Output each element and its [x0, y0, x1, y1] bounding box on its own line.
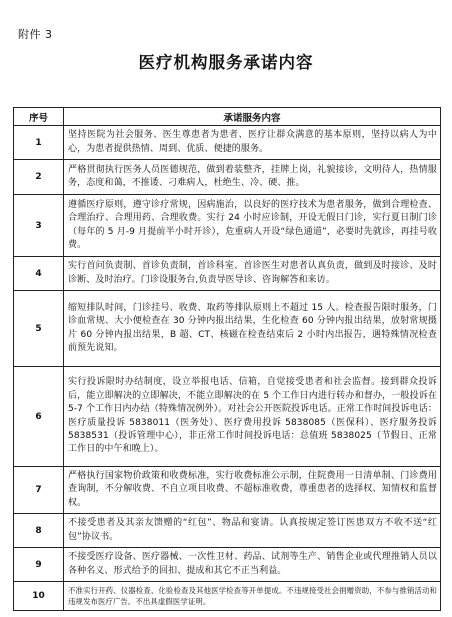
row-content: 坚持医院为社会服务、医生尊患者为患者、医疗让群众满意的基本原则，坚持以病人为中心，为患者提供热情、周到、优质、便捷的服务。 — [64, 126, 441, 160]
row-content: 缩短排队时间，门诊挂号、收费、取药等排队原则上不超过 15 人。检查报告限时服务，门诊血常规、大小便检查在 30 分钟内报出结果，生化检查 60 分钟内报出结果，放射常规摄片 60 分钟内报出结果，B 超、CT、核磁在检查结束后 2 小时内出报告，遇特殊情况检查前预先说知。 — [64, 291, 441, 367]
table-row — [14, 126, 441, 160]
row-number: 2 — [14, 160, 64, 195]
row-number: 8 — [14, 514, 64, 548]
row-content: 不准实行开药、仪器检查、化验检查及其他医学检查等开单提成。不违规接受社会捐赠资助，不参与推销活动和违规发布医疗广告。不出具虚假医学证明。 — [64, 582, 441, 611]
table-row — [14, 257, 441, 291]
commitment-table — [13, 107, 441, 611]
row-content: 不接受医疗设备、医疗器械、一次性卫材、药品、试剂等生产、销售企业或代理推销人员以各种名义、形式给予的回扣、提成和其它不正当利益。 — [64, 548, 441, 582]
row-content: 遵循医疗原则，遵守诊疗常规，因病施治，以良好的医疗技术为患者服务，做到合理检查、合理治疗、合理用药、合理收费。实行 24 小时应诊制，开设无假日门诊，实行夏日制门诊（每年的 5 月-9 月提前半小时开诊），危重病人开设“绿色通道”，必要时先就诊，再挂号收费。 — [64, 195, 441, 257]
table-row — [14, 548, 441, 582]
table-row — [14, 582, 441, 611]
row-content: 严格贯彻执行医务人员医德规范，做到着装整齐，挂牌上岗，礼貌接诊，文明待人，热情服务，态度和蔼，不推诿、刁难病人，杜绝生、冷、硬、推。 — [64, 160, 441, 195]
row-number: 1 — [14, 126, 64, 160]
row-content: 实行投诉限时办结制度，设立举报电话、信箱，自觉接受患者和社会监督。接到群众投诉后，能立即解决的立即解决，不能立即解决的在 5 个工作日内进行转办和督办，一般投诉在 5-7 个工作日内办结（特殊情况例外）。对社会公开医院投诉电话。正常工作时间投诉电话：医疗质量投诉 5838011（医务处）、医疗费用投诉 5838085（医保科）、医疗服务投诉 5838531（投诉管理中心），非正常工作时间投诉电话：总值班 5838025（节假日、正常工作日的中午和晚上）。 — [64, 367, 441, 467]
row-number: 7 — [14, 467, 64, 514]
row-number: 3 — [14, 195, 64, 257]
header-content: 承诺服务内容 — [64, 108, 441, 126]
row-number: 6 — [14, 367, 64, 467]
row-content: 不接受患者及其亲友馈赠的“红包”、物品和宴请。认真按规定签订医患双方不收不送“红包”协议书。 — [64, 514, 441, 548]
table-row — [14, 514, 441, 548]
table-header-row — [14, 108, 441, 126]
row-number: 9 — [14, 548, 64, 582]
row-content: 严格执行国家物价政策和收费标准，实行收费标准公示制，住院费用一日清单制、门诊费用查询制，不分解收费、不自立项目收费、不超标准收费，尊重患者的选择权、知情权和监督权。 — [64, 467, 441, 514]
header-number: 序号 — [14, 108, 64, 126]
table-row — [14, 367, 441, 467]
row-number: 4 — [14, 257, 64, 291]
row-number: 10 — [14, 582, 64, 611]
table-row — [14, 467, 441, 514]
row-content: 实行首问负责制、首诊负责制，首诊科室、首诊医生对患者认真负责，做到及时接诊、及时诊断、及时治疗。门诊设服务台,负责导医导诊、咨询解答和来访。 — [64, 257, 441, 291]
page-title: 医疗机构服务承诺内容 — [138, 53, 314, 72]
table-row — [14, 160, 441, 195]
table-row — [14, 291, 441, 367]
table-row — [14, 195, 441, 257]
attachment-label: 附件 3 — [18, 28, 53, 41]
row-number: 5 — [14, 291, 64, 367]
